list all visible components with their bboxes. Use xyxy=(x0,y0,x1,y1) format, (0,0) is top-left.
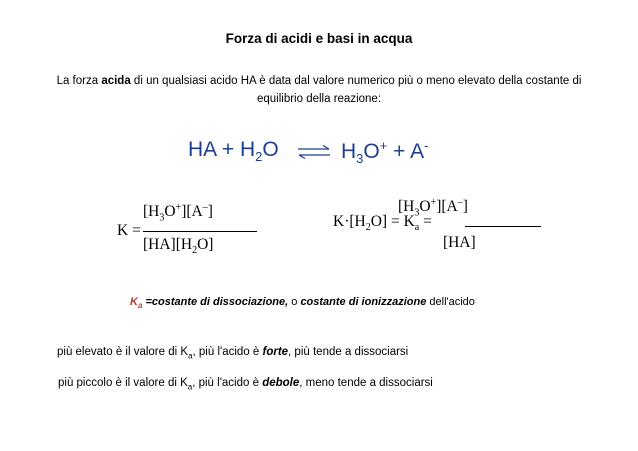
page-title: Forza di acidi e basi in acqua xyxy=(225,31,413,46)
equilibrium-arrows-icon xyxy=(297,145,331,159)
ka-symbol: $K_a$ xyxy=(130,296,143,311)
statement-weak-acid: più piccolo è il valore di $K_a$, più l'acido è debole, meno tende a dissociarsi xyxy=(58,377,433,392)
reaction-left-side: HA + $H_2O$ xyxy=(188,138,279,165)
intro-paragraph xyxy=(50,72,588,108)
eq1-numerator: $[H_3O^+][A^-]$ xyxy=(143,202,213,224)
eq2-fraction-bar xyxy=(465,226,541,227)
intro-text-after: di un qualsiasi acido HA è data dal valore numerico più o meno elevato della costante di equilibrio della reazione: xyxy=(130,75,582,105)
statement-strong-acid: più elevato è il valore di $K_a$, più l'acido è forte, più tende a dissociarsi xyxy=(57,346,409,361)
eq2-numerator: $[H_3O^+][A^-]$ xyxy=(398,197,468,219)
intro-text-before: La forza xyxy=(56,75,102,87)
eq1-fraction-bar xyxy=(143,231,257,232)
reaction-right-side: $H_3O^+ + A^-$ xyxy=(341,138,429,167)
eq2-lhs: $K\cdot[H_2O] = K_a$ = xyxy=(333,213,432,234)
eq2-denominator: [HA] xyxy=(443,234,476,251)
ka-definition: $K_a$ =costante di dissociazione, o costante di ionizzazione dell'acido xyxy=(130,296,475,311)
intro-bold-word: acida xyxy=(101,75,131,87)
eq1-lhs: K = xyxy=(117,222,141,239)
eq1-denominator: $[HA][H_2O]$ xyxy=(143,236,214,257)
